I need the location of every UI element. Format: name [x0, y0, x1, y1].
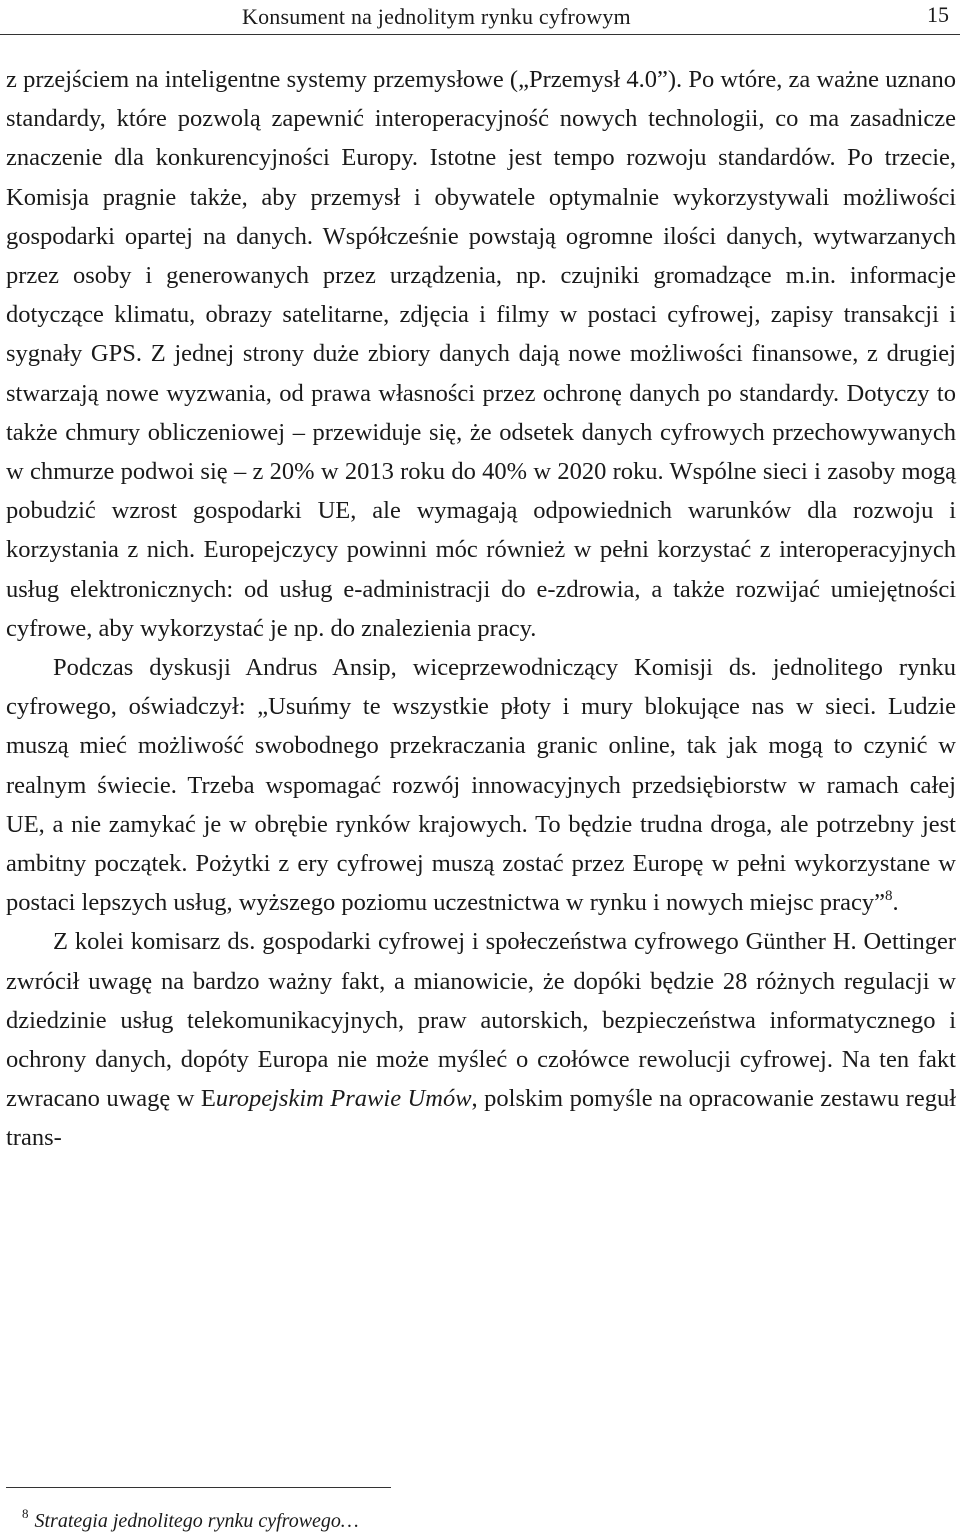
running-title: Konsument na jednolitym rynku cyfrowym	[242, 4, 631, 29]
paragraph-3-text: Z kolei komisarz ds. gospodarki cyfrowej i społeczeństwa cyfrowego Günther H. Oettinger zwrócił uwagę na bardzo ważny fakt, a mianowicie, że dopóki będzie 28 różnych regulacji w dziedzinie usług telekomunikacyjnych, praw autorskich, bezpieczeństwa informatycznego i ochrony danych, dopóty Europa nie może myśleć o czołówce rewolucji cyfrowej. Na ten fakt zwracano uwagę w E	[6, 928, 956, 1113]
header-rule	[0, 34, 960, 35]
paragraph-2-text: Podczas dyskusji Andrus Ansip, wiceprzewodniczący Komisji ds. jednolitego rynku cyfrowego, oświadczył: „Usuńmy te wszystkie płoty i mury blokujące nas w sieci. Ludzie muszą mieć możliwość swobodnego przekraczania granic online, tak jak mogą to czynić w realnym świecie. Trzeba wspomagać rozwój innowacyjnych przedsiębiorstw w ramach całej UE, a nie zamykać je w obrębie rynków krajowych. To będzie trudna droga, ale potrzebny jest ambitny początek. Pożytki z ery cyfrowej muszą zostać przez Europę w pełni wykorzystane w postaci lepszych usług, wyższego poziomu uczestnictwa w rynku i nowych miejsc pracy”	[6, 654, 956, 917]
page-number: 15	[927, 2, 949, 27]
paragraph-2-end: .	[892, 889, 899, 917]
paragraph-3-end: , polskim pomyśle na opracowanie zestawu reguł trans-	[6, 1085, 957, 1152]
paragraph-1: z przejściem na inteligentne systemy przemysłowe („Przemysł 4.0”). Po wtóre, za ważne uznano standardy, które pozwolą zapewnić interoperacyjność nowych technologii, co ma zasadnicze znaczenie dla konkurencyjności Europy. Istotne jest tempo rozwoju standardów. Po trzecie, Komisja pragnie także, aby przemysł i obywatele optymalnie wykorzystywali możliwości gospodarki opartej na danych. Współcześnie powstają ogromne ilości danych, wytwarzanych przez osoby i generowanych przez urządzenia, np. czujniki gromadzące m.in. informacje dotyczące klimatu, obrazy satelitarne, zdjęcia i filmy w postaci cyfrowej, zapisy transakcji i sygnały GPS. Z jednej strony duże zbiory danych dają nowe możliwości finansowe, z drugiej stwarzają nowe wyzwania, od prawa własności przez ochronę danych po standardy. Dotyczy to także chmury obliczeniowej – przewiduje się, że odsetek danych cyfrowych przechowywanych w chmurze podwoi się – z 20% w 2013 roku do 40% w 2020 roku. Wspólne sieci i zasoby mogą pobudzić wzrost gospodarki UE, ale wymagają odpowiednich warunków dla rozwoju i korzystania z nich. Europejczycy powinni móc również w pełni korzystać z interoperacyjnych usług elektronicznych: od usług e-administracji do e-zdrowia, a także rozwijać umiejętności cyfrowe, aby wykorzystać je np. do znalezienia pracy.	[6, 66, 956, 642]
body-text	[6, 60, 956, 1158]
paragraph-3	[6, 922, 956, 1157]
footnote-text: Strategia jednolitego rynku cyfrowego…	[34, 1510, 359, 1532]
footnote-reference: 8	[885, 888, 893, 905]
running-header	[0, 0, 960, 38]
footnote-rule	[6, 1487, 391, 1488]
paragraph-2	[6, 648, 956, 922]
footnote-number: 8	[22, 1506, 29, 1521]
footnote	[22, 1506, 359, 1533]
paragraph-3-italic: uropejskim Prawie Umów	[215, 1085, 472, 1113]
